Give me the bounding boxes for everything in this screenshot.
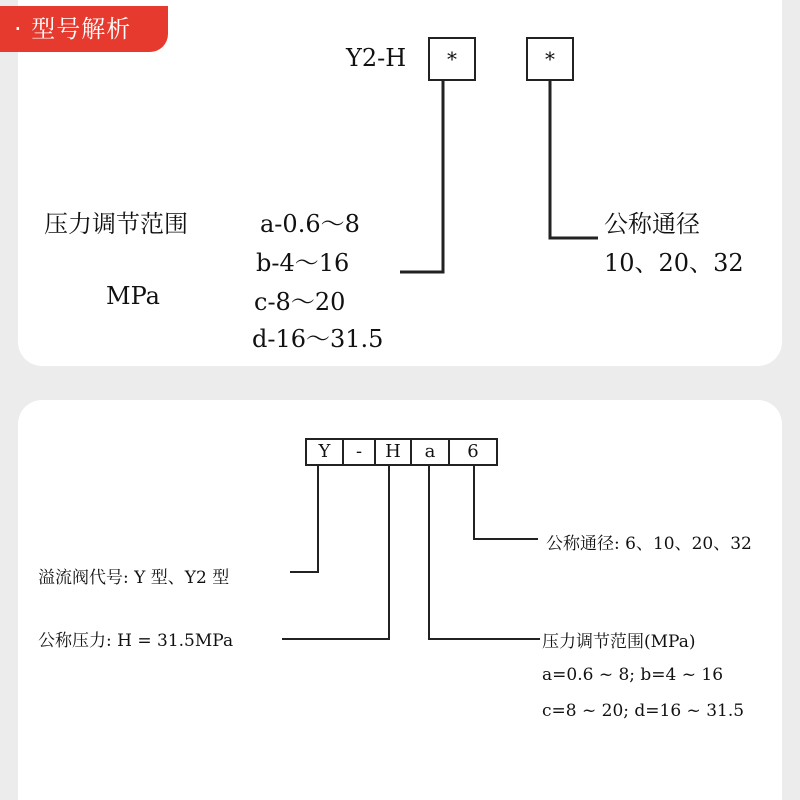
pressure-range-a: a-0.6～8 <box>260 210 360 238</box>
pressure-range-d: d-16～31.5 <box>252 325 384 353</box>
pressure-unit: MPa <box>106 282 160 310</box>
code-cell-h: H <box>374 438 412 466</box>
code-cell-6: 6 <box>448 438 498 466</box>
bore-title: 公称通径 <box>604 210 700 238</box>
bore-label: 公称通径: 6、10、20、32 <box>546 534 752 554</box>
pressure-range-line-1: a=0.6 ~ 8; b=4 ~ 16 <box>542 665 724 685</box>
pressure-range-title: 压力调节范围 <box>44 210 188 238</box>
nominal-pressure-label: 公称压力: H = 31.5MPa <box>38 631 234 651</box>
pressure-range-line-2: c=8 ~ 20; d=16 ~ 31.5 <box>542 701 745 721</box>
pressure-range-title-2: 压力调节范围(MPa) <box>542 632 696 652</box>
section-title-tag: · 型号解析 <box>0 6 168 52</box>
code-cell-dash: - <box>342 438 376 466</box>
model-prefix: Y2-H <box>346 44 407 72</box>
pressure-range-b: b-4～16 <box>256 249 350 277</box>
code-cell-y: Y <box>305 438 344 466</box>
valve-code-label: 溢流阀代号: Y 型、Y2 型 <box>38 568 230 588</box>
code-box-bore: * <box>526 37 574 81</box>
pressure-range-c: c-8～20 <box>254 288 346 316</box>
code-box-pressure: * <box>428 37 476 81</box>
bore-values: 10、20、32 <box>604 249 744 277</box>
code-cell-a: a <box>410 438 450 466</box>
